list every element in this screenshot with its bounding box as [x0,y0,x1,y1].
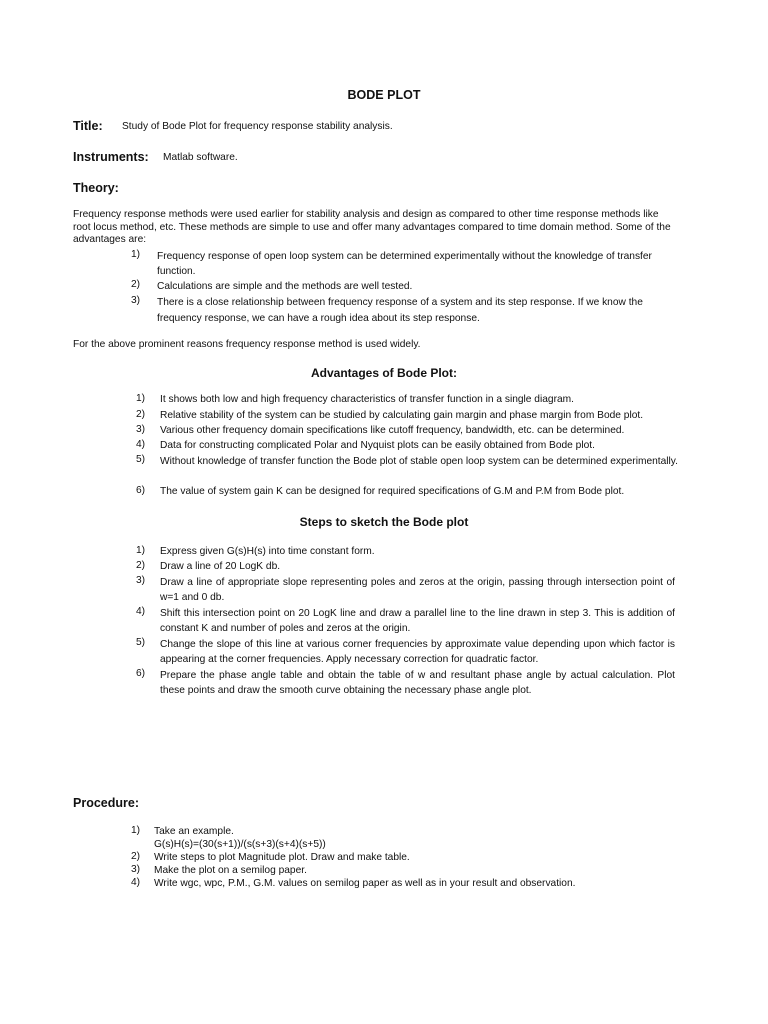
list-item [131,295,676,329]
list-number: 5) [136,454,146,465]
list-item [136,439,681,454]
list-item [131,877,691,890]
list-text: Various other frequency domain specifications like cutoff frequency, bandwidth, etc. can be determined. [160,425,625,436]
document-heading: BODE PLOT [347,88,421,102]
list-text: Make the plot on a semilog paper. [154,865,307,876]
list-number: 4) [136,606,146,617]
instruments-label: Instruments: [73,150,149,164]
transfer-function: G(s)H(s)=(30(s+1))/(s(s+3)(s+4)(s+5)) [154,839,326,850]
list-number: 1) [136,393,146,404]
list-text: Take an example. [154,826,234,837]
theory-label: Theory: [73,181,119,195]
theory-conclusion: For the above prominent reasons frequency response method is used widely. [73,339,421,350]
list-text: Draw a line of 20 LogK db. [160,561,281,572]
list-number: 2) [136,560,146,571]
list-item [136,454,681,485]
list-number: 4) [131,877,141,888]
list-text: Express given G(s)H(s) into time constant form. [160,546,375,557]
list-number: 3) [136,575,146,586]
list-number: 3) [131,864,141,875]
instruments-value: Matlab software. [163,152,238,163]
title-label: Title: [73,119,103,133]
list-number: 4) [136,439,146,450]
list-number: 6) [136,485,146,496]
list-text: There is a close relationship between frequency response of a system and its step response. If we know the frequency response, we can have a rough idea about its step response. [157,297,643,324]
list-item [136,393,681,409]
list-text: Calculations are simple and the methods are well tested. [157,281,413,292]
list-number: 3) [131,295,141,306]
procedure-list [131,825,691,890]
list-item [136,560,675,575]
list-number: 1) [131,249,141,260]
list-item [131,279,676,295]
list-text: Shift this intersection point on 20 LogK line and draw a parallel line to the line drawn in step 3. This is addition of constant K and number of poles and zeros at the origin. [160,608,675,634]
list-item [131,825,691,851]
steps-heading: Steps to sketch the Bode plot [299,515,469,529]
title-value: Study of Bode Plot for frequency response stability analysis. [122,121,393,132]
list-text: Write wgc, wpc, P.M., G.M. values on semilog paper as well as in your result and observation. [154,878,576,889]
list-item [136,409,681,424]
list-number: 6) [136,668,146,679]
list-text: Change the slope of this line at various corner frequencies by approximate value depending upon which factor is appearing at the corner frequencies. Apply necessary correction for quadratic factor. [160,639,675,665]
list-number: 3) [136,424,146,435]
list-item [131,864,691,877]
steps-list [136,545,675,699]
list-number: 5) [136,637,146,648]
list-item [136,575,675,606]
list-text: Prepare the phase angle table and obtain the table of w and resultant phase angle by actual calculation. Plot these points and draw the smooth curve obtaining the necessary phase angle plot. [160,670,675,696]
list-item [136,424,681,439]
list-number: 1) [131,825,141,836]
list-text: Without knowledge of transfer function the Bode plot of stable open loop system can be determined experimentally. [160,456,678,467]
theory-list [131,249,676,329]
list-text: Relative stability of the system can be studied by calculating gain margin and phase margin from Bode plot. [160,410,644,421]
list-item [131,851,691,864]
list-item [136,485,681,500]
procedure-label: Procedure: [73,796,139,810]
list-text: It shows both low and high frequency characteristics of transfer function in a single diagram. [160,394,574,405]
list-text: Write steps to plot Magnitude plot. Draw and make table. [154,852,410,863]
list-text: The value of system gain K can be designed for required specifications of G.M and P.M from Bode plot. [160,486,625,497]
list-item [136,606,675,637]
list-text: Draw a line of appropriate slope representing poles and zeros at the origin, passing through intersection point of w=1 and 0 db. [160,577,675,603]
advantages-heading: Advantages of Bode Plot: [310,366,457,380]
theory-intro: Frequency response methods were used earlier for stability analysis and design as compared to other time response methods like root locus method, etc. These methods are simple to use and offer many advantages compared to time domain method. Some of the advantages are: [73,209,671,245]
list-item [131,249,676,279]
list-number: 2) [131,851,141,862]
list-number: 2) [136,409,146,420]
list-item [136,668,675,699]
list-text: Data for constructing complicated Polar and Nyquist plots can be easily obtained from Bode plot. [160,440,595,451]
list-item [136,637,675,668]
advantages-list [136,393,681,500]
list-number: 2) [131,279,141,290]
list-number: 1) [136,545,146,556]
list-text: Frequency response of open loop system can be determined experimentally without the knowledge of transfer function. [157,251,652,277]
list-item [136,545,675,560]
